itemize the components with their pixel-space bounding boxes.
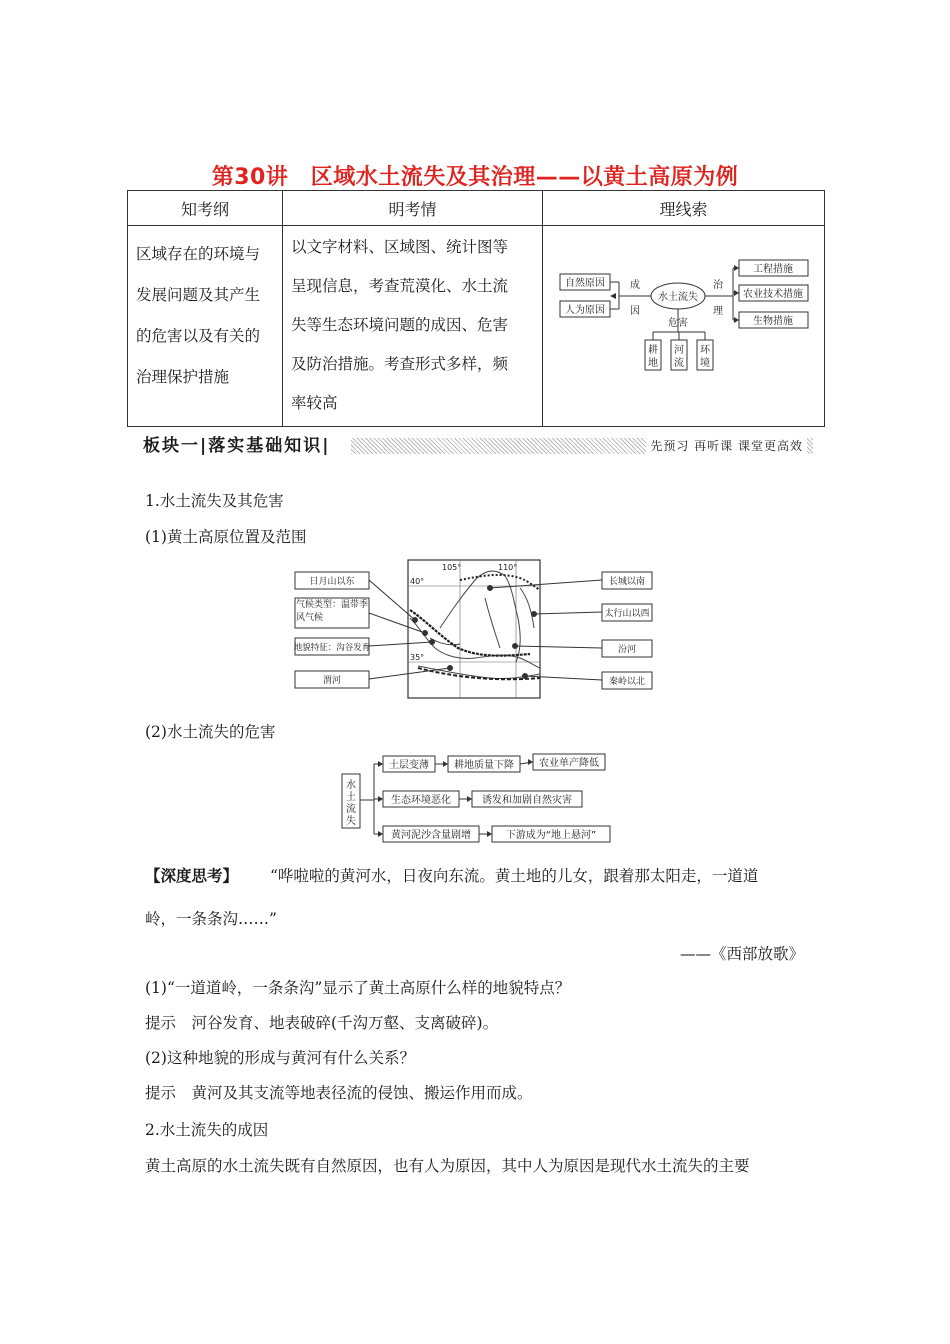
exam-info-line: 及防治措施。考查形式多样，频: [291, 355, 509, 373]
section2-heading: 2.水土流失的成因: [145, 1121, 269, 1139]
exam-info-line: 以文字材料、区域图、统计图等: [291, 238, 509, 256]
harm-root-3: 流: [346, 804, 356, 815]
syllabus-line: 区域存在的环境与: [136, 245, 261, 263]
harm-disasters: 诱发和加剧自然灾害: [482, 795, 572, 806]
center-node: 水土流失: [658, 292, 698, 303]
measure-biological: 生物措施: [753, 316, 793, 327]
syllabus-cell: [128, 226, 283, 427]
harm-sediment: 黄河泥沙含量剧增: [391, 830, 471, 841]
syllabus-line: 的危害以及有关的: [136, 327, 261, 345]
map-label-landform: 地貌特征：沟谷发育: [293, 643, 371, 653]
exam-info-line: 呈现信息，考查荒漠化、水土流: [291, 277, 509, 295]
answer-2: 提示 黄河及其支流等地表径流的侵蚀、搬运作用而成。: [145, 1084, 533, 1102]
lat-label-40: 40°: [410, 577, 425, 586]
harm-environment-1: 环: [700, 345, 710, 356]
header-clues: 理线索: [543, 191, 825, 226]
harm-yield-drop: 农业单产降低: [539, 758, 599, 769]
map-label-climate: 气候类型：温带季风气候: [296, 600, 368, 623]
deep-thinking-quote-1: “哗啦啦的黄河水，日夜向东流。黄土地的儿女，跟着那太阳走，一道道: [270, 867, 759, 885]
harm-farmland-1: 耕: [648, 345, 658, 356]
section2-text: 黄土高原的水土流失既有自然原因，也有人为原因，其中人为原因是现代水土流失的主要: [145, 1157, 750, 1175]
harm-root-4: 失: [346, 816, 356, 827]
header-exam-info: 明考情: [283, 191, 543, 226]
deep-thinking-source: ——《西部放歌》: [679, 945, 804, 963]
question-1: (1)“一道道岭，一条条沟”显示了黄土高原什么样的地貌特点？: [145, 979, 571, 997]
map-label-taihang: 太行山以西: [604, 609, 650, 619]
page-title: 第30讲 区域水土流失及其治理——以黄土高原为例: [211, 165, 739, 190]
lat-label-35: 35°: [410, 653, 425, 662]
harm-root-1: 水: [346, 780, 356, 791]
exam-info-cell: [283, 226, 543, 427]
header-syllabus: 知考纲: [128, 191, 283, 226]
section1-sub1: (1)黄土高原位置及范围: [145, 528, 307, 546]
loess-plateau-map: [290, 558, 660, 703]
map-label-greatwall: 长城以南: [608, 577, 646, 587]
map-label-weihe: 渭河: [322, 676, 342, 686]
section-banner: [143, 434, 821, 458]
exam-info-line: 率较高: [291, 394, 338, 412]
harm-eco-worse: 生态环境恶化: [391, 795, 451, 806]
harm-root-2: 土: [346, 792, 356, 803]
cause-natural: 自然原因: [565, 278, 605, 289]
map-label-climate-wrap: [296, 599, 368, 627]
map-label-fenhe: 汾河: [617, 645, 637, 655]
harm-river-2: 流: [674, 358, 684, 369]
overview-table: [127, 190, 825, 427]
banner-label: 板块一|落实基础知识|: [143, 436, 331, 456]
treat-label-2: 理: [713, 306, 723, 317]
syllabus-line: 发展问题及其产生: [136, 286, 261, 304]
lon-label-110: 110°: [498, 563, 518, 572]
section1-heading: 1.水土流失及其危害: [145, 492, 284, 510]
harm-thin-soil: 土层变薄: [389, 760, 429, 771]
section1-sub2: (2)水土流失的危害: [145, 723, 276, 741]
cause-label-2: 因: [630, 306, 640, 317]
harm-environment-2: 境: [700, 358, 710, 369]
harm-river-1: 河: [674, 345, 684, 356]
harm-label: 危害: [668, 318, 688, 329]
clue-diagram: [543, 226, 825, 422]
cause-label-1: 成: [630, 280, 640, 291]
clue-cell: [543, 226, 825, 427]
harm-diagram: [340, 750, 620, 848]
harm-farmland-quality: 耕地质量下降: [454, 760, 514, 771]
measure-engineering: 工程措施: [753, 264, 793, 275]
harm-farmland-2: 地: [648, 358, 658, 369]
syllabus-line: 治理保护措施: [136, 368, 230, 386]
deep-thinking-quote-2: 岭，一条条沟……”: [145, 910, 277, 928]
exam-info-line: 失等生态环境问题的成因、危害: [291, 316, 509, 334]
banner-tip: 先预习 再听课 课堂更高效: [646, 437, 807, 455]
map-label-riyue: 日月山以东: [309, 577, 355, 587]
question-2: (2)这种地貌的形成与黄河有什么关系？: [145, 1049, 415, 1067]
measure-agriculture: 农业技术措施: [743, 289, 803, 300]
cause-human: 人为原因: [565, 305, 605, 316]
answer-1: 提示 河谷发育、地表破碎(千沟万壑、支离破碎)。: [145, 1014, 499, 1032]
deep-thinking-tag: 【深度思考】: [145, 866, 239, 885]
treat-label-1: 治: [713, 280, 723, 291]
map-label-qinling: 秦岭以北: [608, 677, 646, 687]
harm-suspended-river: 下游成为“地上悬河”: [505, 830, 597, 841]
lon-label-105: 105°: [442, 563, 462, 572]
